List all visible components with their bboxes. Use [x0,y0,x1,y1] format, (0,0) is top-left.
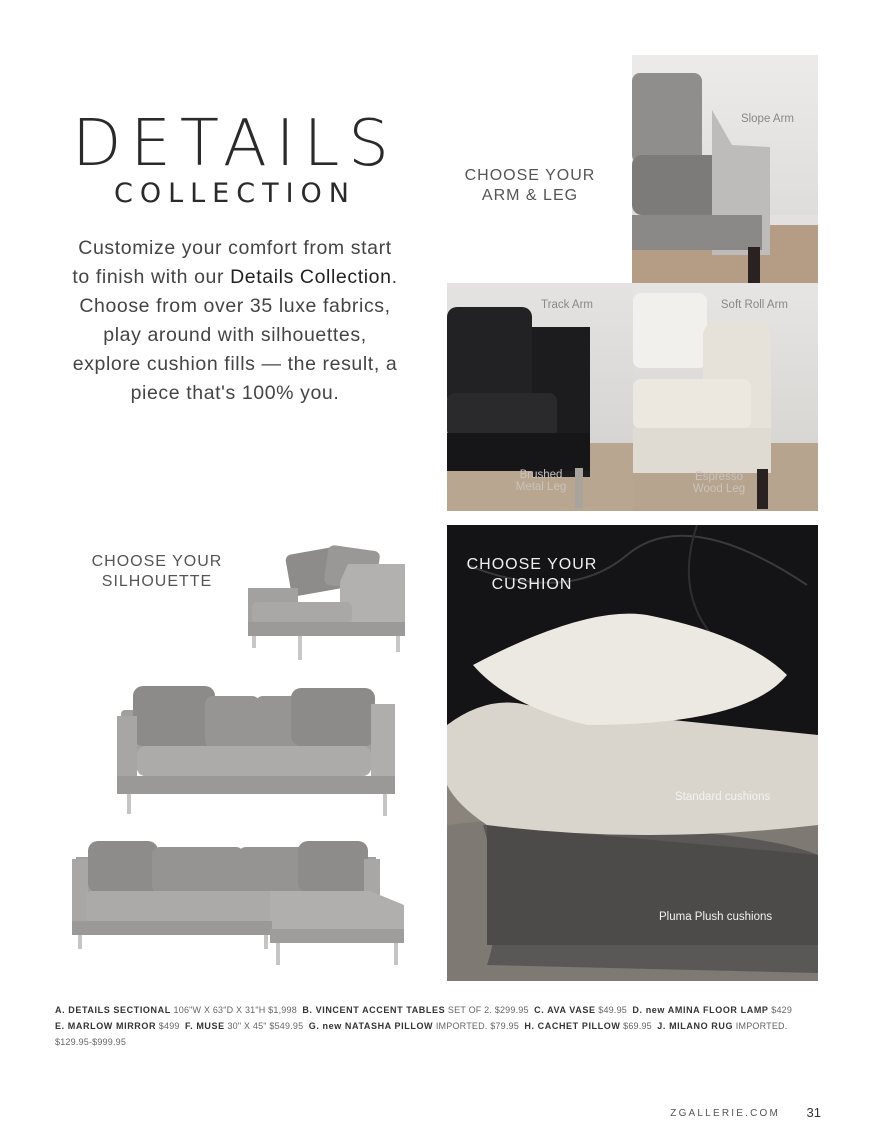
page-subtitle: COLLECTION [113,178,356,209]
slope-arm-label: Slope Arm [740,113,794,125]
standard-cushions-label: Standard cushions [675,791,771,803]
product-item: G. new NATASHA PILLOW IMPORTED. $79.95 [308,1021,519,1031]
intro-paragraph [70,234,400,408]
intro-text-2: . Choose from over 35 luxe fabrics, play around with silhouettes, explore cushion fills — the result, a piece that's 100% you. [72,266,398,404]
product-item: A. DETAILS SECTIONAL 106"W X 63"D X 31"H $1,998 [55,1005,297,1015]
product-item: B. VINCENT ACCENT TABLES SET OF 2. $299.95 [302,1005,529,1015]
product-item: D. new AMINA FLOOR LAMP $429 [632,1005,793,1015]
silhouette-heading-line2: SILHOUETTE [101,573,213,590]
cushion-heading [457,555,607,595]
slope-arm-sofa-image [632,55,818,283]
footer-site-url[interactable]: ZGALLERIE.COM [670,1108,780,1119]
espresso-wood-leg-label [689,471,749,495]
page-number: 31 [806,1105,821,1120]
brushed-metal-leg-line1: Brushed [519,469,563,481]
track-arm-photo [447,283,633,511]
soft-roll-arm-label: Soft Roll Arm [720,299,788,311]
silhouette-heading [82,552,232,592]
product-item: F. MUSE 30" X 45" $549.95 [185,1021,304,1031]
arm-leg-heading-line1: CHOOSE YOUR [464,167,596,184]
arm-leg-heading-line2: ARM & LEG [481,187,579,204]
soft-roll-arm-photo [633,283,818,511]
intro-bold: Details Collection [230,266,392,288]
product-item: J. MILANO RUG IMPORTED. $129.95-$999.95 [55,1021,788,1047]
product-item: H. CACHET PILLOW $69.95 [524,1021,652,1031]
cushion-heading-line1: CHOOSE YOUR [466,556,598,573]
product-item: E. MARLOW MIRROR $499 [55,1021,180,1031]
product-list [55,1002,815,1050]
espresso-wood-leg-line1: Espresso [695,471,743,483]
sofa-image [115,680,397,820]
cushion-photo [447,525,818,981]
brushed-metal-leg-label [511,469,571,493]
page-title: DETAILS [72,107,398,181]
cushion-heading-line2: CUSHION [491,576,573,593]
espresso-wood-leg-line2: Wood Leg [692,483,746,495]
slope-arm-photo [632,55,818,283]
product-item: C. AVA VASE $49.95 [534,1005,627,1015]
pluma-plush-cushions-label: Pluma Plush cushions [659,911,773,923]
sectional-image [70,835,410,970]
armchair-image [240,540,410,665]
track-arm-label: Track Arm [541,299,593,311]
brushed-metal-leg-line2: Metal Leg [515,481,567,493]
silhouette-heading-line1: CHOOSE YOUR [91,553,223,570]
intro-text-1: Customize your comfort from start to finish with our [72,237,392,288]
arm-leg-heading [455,166,605,206]
